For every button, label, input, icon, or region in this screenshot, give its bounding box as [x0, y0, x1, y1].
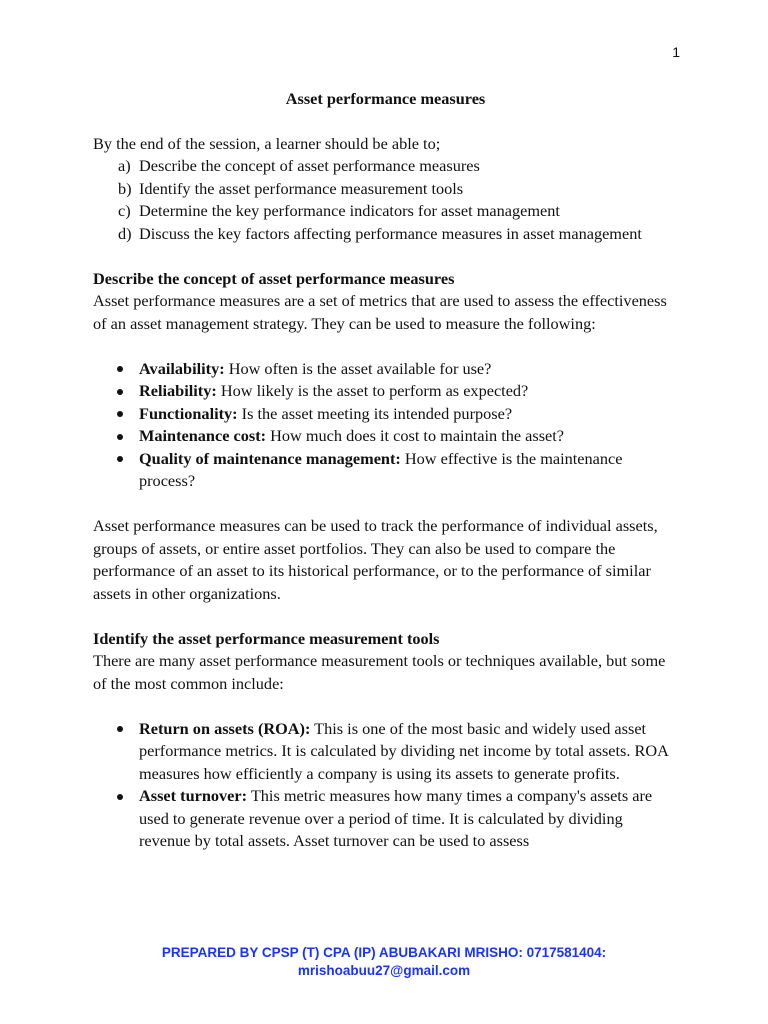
list-item [93, 425, 678, 448]
bullet-term: Availability: [139, 358, 225, 378]
list-item [93, 178, 678, 201]
section-heading-concept: Describe the concept of asset performance measures [93, 268, 455, 288]
list-marker: b) [118, 178, 132, 198]
bullet-text: This metric measures how many times a company's assets are used to generate revenue over a period of time. It is calculated by dividing revenue by total assets. Asset turnover can be used to assess [139, 786, 653, 850]
objective-text: Describe the concept of asset performance measures [139, 156, 480, 175]
bullet-text: How effective is the maintenance process? [139, 448, 623, 490]
list-marker: c) [118, 201, 131, 220]
tools-list [93, 718, 678, 853]
bullet-text: Is the asset meeting its intended purpose? [237, 403, 513, 423]
list-item [93, 785, 678, 853]
bullet-icon [93, 380, 139, 403]
bullet-term: Functionality: [139, 403, 238, 423]
list-marker: a) [118, 156, 131, 175]
list-marker: d) [118, 223, 132, 243]
objective-text: Discuss the key factors affecting performance measures in asset management [139, 223, 642, 243]
section-paragraph: Asset performance measures can be used to track the performance of individual assets, groups of assets, or entire asset portfolios. They can also be used to compare the performance of an asset to its historical performance, or to the performance of similar assets in other organizations. [93, 516, 658, 603]
bullet-text: How likely is the asset to perform as expected? [216, 381, 529, 400]
bullet-text: This is one of the most basic and widely used asset performance metrics. It is calculated by dividing net income by total assets. ROA measures how efficiently a company is using its assets to generate profits. [139, 718, 668, 783]
list-item [93, 403, 678, 426]
section-heading-tools: Identify the asset performance measurement tools [93, 628, 440, 648]
measures-list [93, 358, 678, 493]
intro-text: By the end of the session, a learner should be able to; [93, 133, 441, 153]
bullet-icon [93, 785, 139, 853]
page-number: 1 [672, 44, 680, 60]
bullet-term: Quality of maintenance management: [139, 448, 401, 468]
bullet-term: Asset turnover: [139, 786, 248, 805]
objectives-list [93, 155, 678, 245]
bullet-icon [93, 425, 139, 448]
bullet-term: Reliability: [139, 381, 217, 400]
objective-text: Determine the key performance indicators for asset management [139, 201, 560, 220]
footer-email: mrishoabuu27@gmail.com [297, 963, 471, 978]
bullet-term: Return on assets (ROA): [139, 718, 311, 738]
bullet-icon [93, 448, 139, 493]
document-body [93, 88, 678, 853]
section-paragraph: There are many asset performance measurement tools or techniques available, but some of the most common include: [93, 651, 666, 693]
list-item [93, 200, 678, 223]
bullet-text: How much does it cost to maintain the asset? [266, 426, 565, 445]
list-item [93, 718, 678, 786]
bullet-icon [93, 718, 139, 786]
bullet-term: Maintenance cost: [139, 426, 267, 445]
list-item [93, 223, 678, 246]
bullet-icon [93, 358, 139, 381]
page-footer [0, 944, 768, 980]
section-paragraph: Asset performance measures are a set of metrics that are used to assess the effectiveness of an asset management strategy. They can be used to measure the following: [93, 291, 667, 333]
list-item [93, 155, 678, 178]
bullet-icon [93, 403, 139, 426]
list-item [93, 358, 678, 381]
footer-author-line: PREPARED BY CPSP (T) CPA (IP) ABUBAKARI MRISHO: 0717581404: [161, 945, 607, 960]
objective-text: Identify the asset performance measurement tools [139, 178, 464, 198]
document-title: Asset performance measures [285, 89, 486, 108]
list-item [93, 448, 678, 493]
list-item [93, 380, 678, 403]
bullet-text: How often is the asset available for use? [224, 358, 492, 378]
